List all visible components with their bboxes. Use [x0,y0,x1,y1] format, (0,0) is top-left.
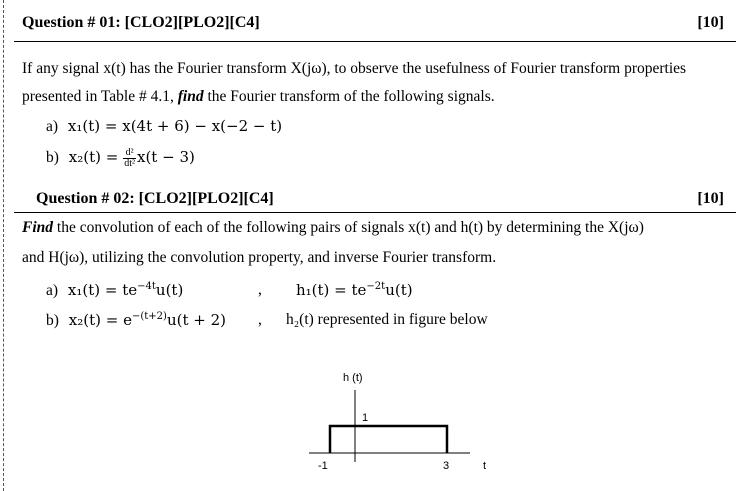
q2-part-a-x-exp: −4t [137,281,156,292]
q1-part-a-expr: x₁(t) = x(4t + 6) − x(−2 − t) [67,117,283,135]
q1-intro-line1: If any signal x(t) has the Fourier transform X(jω), to observe the usefulness of Fourier transform properties [22,60,687,77]
q2-part-b-x-base: x₂(t) = e [68,311,132,329]
q1-part-b-rhs: x(t − 3) [137,148,195,167]
q2-intro-line2: and H(jω), utilizing the convolution property, and inverse Fourier transform. [22,249,497,266]
figure-xlabel: t [483,460,487,472]
q2-part-a-label: a) [46,282,59,299]
q1-intro-emph: find [177,88,204,105]
q1-points: [10] [697,14,724,31]
figure-pulse [330,426,447,453]
q2-intro-emph: Find [22,219,54,236]
q2-part-a-x-base: x₁(t) = te [67,281,138,299]
q2-part-a-x-tail: u(t) [155,281,184,299]
q2-part-a-h-tail: u(t) [385,281,413,299]
q1-intro-pre: presented in Table # 4.1, [22,88,178,105]
q1-title: Question # 01: [CLO2][PLO2][C4] [22,14,260,31]
q1-part-b-num: d² [123,148,136,159]
q2-part-a-sep: , [258,281,262,298]
q2-part-a-h-base: h₁(t) = te [296,281,367,299]
q2-part-b-x-tail: u(t + 2) [166,311,226,329]
figure-tick-right: 3 [443,460,450,472]
q1-part-a-label: a) [46,118,59,135]
figure-amplitude-label: 1 [362,412,369,424]
q2-part-b-label: b) [46,312,59,329]
q1-part-b-label: b) [46,149,59,167]
q2-part-b-sep: , [258,311,262,328]
q1-intro-post: the Fourier transform of the following signals. [203,88,495,105]
q2-title: Question # 02: [CLO2][PLO2][C4] [36,190,274,207]
figure-tick-left: -1 [318,460,328,472]
q1-part-b-lhs: x₂(t) = [68,148,119,167]
q2-part-a-h-exp: −2t [366,281,386,292]
q2-points: [10] [697,190,724,207]
q2-intro-rest: the convolution of each of the following pairs of signals x(t) and h(t) by determining the X(jω) [53,219,644,236]
q2-part-b-h: h₂(t) represented in figure below [286,311,488,328]
figure-ylabel: h (t) [343,372,363,384]
q1-part-b-den: dt² [124,158,135,169]
q2-part-b-x-exp: −(t+2) [131,311,167,322]
